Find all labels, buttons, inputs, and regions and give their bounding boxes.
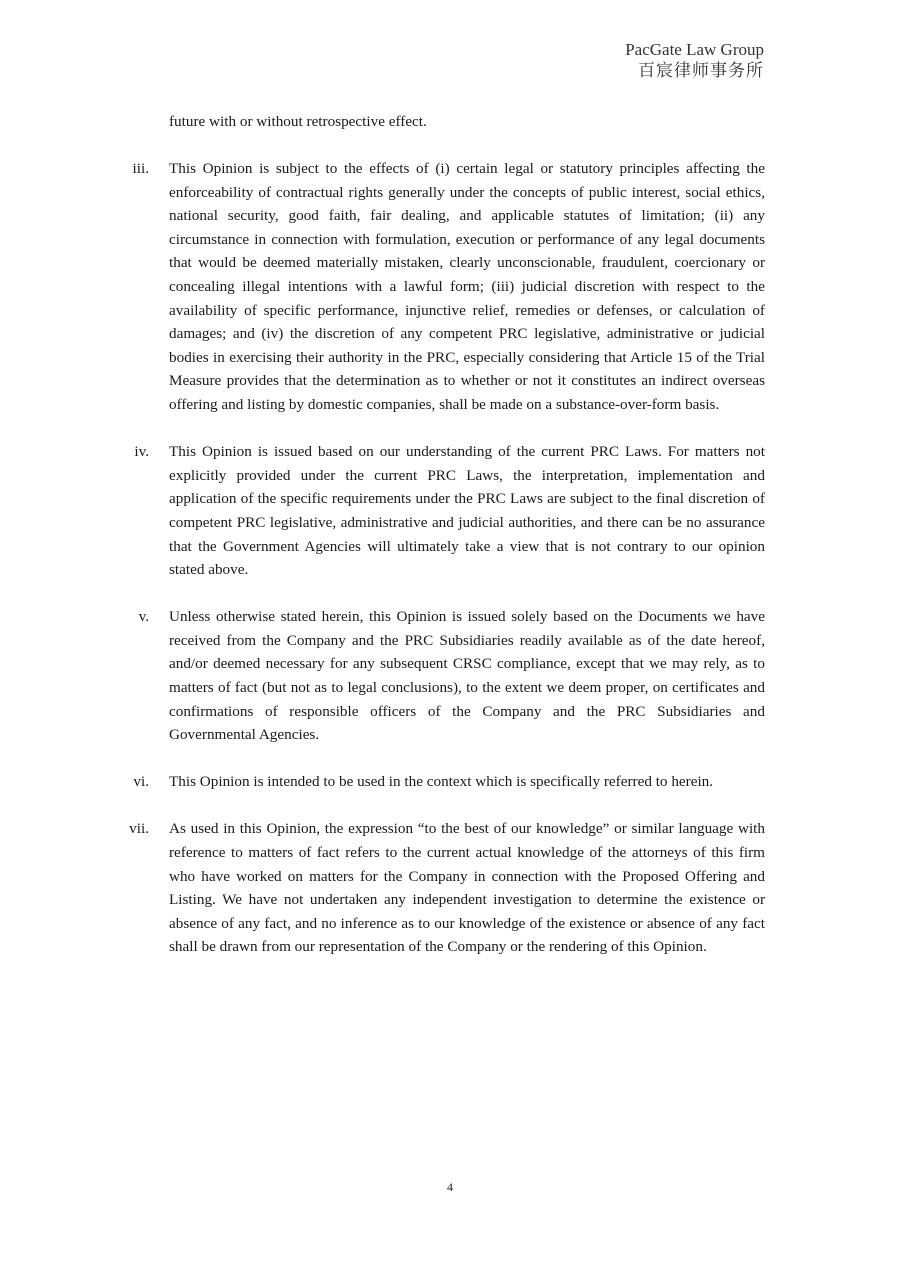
item-text: As used in this Opinion, the expression “to the best of our knowledge” or similar language with reference to matters of fact refers to the current actual knowledge of the attorneys of this firm who have worked on matters for the Company in connection with the Proposed Offering and Listing. We have not undertaken any independent investigation to determine the existence or absence of any fact, and no inference as to our knowledge of the existence or absence of any fact shall be drawn from our representation of the Company or the rendering of this Opinion. xyxy=(169,820,765,956)
page-number: 4 xyxy=(447,1180,453,1194)
list-item-vii xyxy=(125,817,765,959)
firm-name-english: PacGate Law Group xyxy=(625,40,764,59)
item-number: vii. xyxy=(129,820,149,838)
document-body xyxy=(125,110,765,982)
item-number: iv. xyxy=(134,443,149,461)
item-number: iii. xyxy=(132,160,149,178)
list-item-iv xyxy=(125,440,765,582)
item-text: This Opinion is intended to be used in the context which is specifically referred to herein. xyxy=(169,773,714,791)
continued-paragraph: future with or without retrospective effect. xyxy=(169,113,427,130)
list-item-iii xyxy=(125,157,765,417)
letterhead xyxy=(625,39,764,81)
item-text: This Opinion is subject to the effects of (i) certain legal or statutory principles affecting the enforceability of contractual rights generally under the concepts of public interest, social ethics, national security, good faith, fair dealing, and applicable statutes of limitation; (ii) any circumstance in connection with formulation, execution or performance of any legal documents that would be deemed materially mistaken, clearly unconscionable, fraudulent, coercionary or concealing illegal intentions with a lawful form; (iii) judicial discretion with respect to the availability of specific performance, injunctive relief, remedies or defenses, or calculation of damages; and (iv) the discretion of any competent PRC legislative, administrative or judicial bodies in exercising their authority in the PRC, especially considering that Article 15 of the Trial Measure provides that the determination as to whether or not it constitutes an indirect overseas offering and listing by domestic companies, shall be made on a substance-over-form basis. xyxy=(169,160,765,414)
item-number: vi. xyxy=(133,773,149,791)
item-number: v. xyxy=(138,608,149,626)
list-item-vi xyxy=(125,770,765,794)
item-text: Unless otherwise stated herein, this Opinion is issued solely based on the Documents we have received from the Company and the PRC Subsidiaries readily available as of the date hereof, and/or deemed necessary for any subsequent CRSC compliance, except that we may rely, as to matters of fact (but not as to legal conclusions), to the extent we deem proper, on certificates and confirmations of responsible officers of the Company and the PRC Subsidiaries and Governmental Agencies. xyxy=(169,608,765,744)
firm-name-chinese: 百宸律师事务所 xyxy=(638,61,764,80)
list-item-v xyxy=(125,605,765,747)
item-text: This Opinion is issued based on our understanding of the current PRC Laws. For matters not explicitly provided under the current PRC Laws, the interpretation, implementation and application of the specific requirements under the PRC Laws are subject to the final discretion of competent PRC legislative, administrative and judicial authorities, and there can be no assurance that the Government Agencies will ultimately take a view that is not contrary to our opinion stated above. xyxy=(169,443,765,579)
